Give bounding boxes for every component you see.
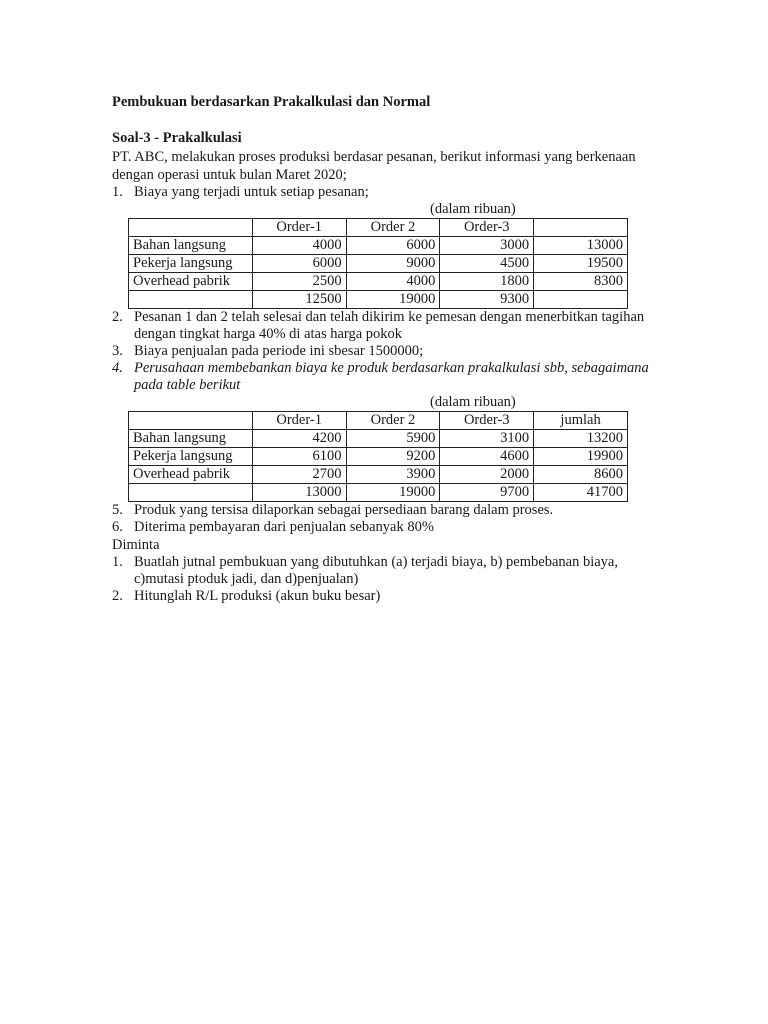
table-header-cell: Order-3 — [440, 219, 534, 237]
table-cell: 1800 — [440, 273, 534, 291]
table-cell: 19500 — [534, 255, 628, 273]
table-header-cell: Order-3 — [440, 412, 534, 430]
list-number: 4. — [112, 360, 123, 376]
table1-unit: (dalam ribuan) — [430, 201, 516, 217]
table-cell: Overhead pabrik — [129, 466, 253, 484]
table-cell: 19000 — [346, 291, 440, 309]
table-header-cell: jumlah — [534, 412, 628, 430]
list-item — [112, 309, 652, 343]
table-row — [129, 466, 628, 484]
table-cell — [534, 291, 628, 309]
table2-unit: (dalam ribuan) — [430, 394, 516, 410]
list-item — [112, 519, 652, 536]
table-cell: 4600 — [440, 448, 534, 466]
list-text: Pesanan 1 dan 2 telah selesai dan telah dikirim ke pemesan dengan menerbitkan tagihan dengan tingkat harga 40% di atas harga pokok — [134, 309, 645, 342]
table-cell: 9300 — [440, 291, 534, 309]
task-text: Buatlah jutnal pembukuan yang dibutuhkan (a) terjadi biaya, b) pembebanan biaya, c)mutasi ptoduk jadi, dan d)penjualan) — [134, 554, 618, 587]
table-cell: 13000 — [252, 484, 346, 502]
table-cell: 6100 — [252, 448, 346, 466]
document-title: Pembukuan berdasarkan Prakalkulasi dan Normal — [112, 94, 431, 110]
table-cell: 3000 — [440, 237, 534, 255]
table-cell: 6000 — [252, 255, 346, 273]
table-row — [129, 273, 628, 291]
task-number: 1. — [112, 554, 123, 570]
task-item — [112, 588, 652, 605]
table-header-cell: Order 2 — [346, 412, 440, 430]
table-row — [129, 448, 628, 466]
list-text: Biaya yang terjadi untuk setiap pesanan; — [134, 184, 369, 200]
table-cell: 3900 — [346, 466, 440, 484]
table-header-cell: Order-1 — [252, 219, 346, 237]
list-text: Produk yang tersisa dilaporkan sebagai persediaan barang dalam proses. — [134, 502, 554, 518]
list-number: 6. — [112, 519, 123, 535]
table-row — [129, 255, 628, 273]
cost-table-precalc — [128, 411, 628, 502]
table-cell: Pekerja langsung — [129, 448, 253, 466]
list-item — [112, 502, 652, 519]
table-header-row — [129, 219, 628, 237]
table-cell: 4500 — [440, 255, 534, 273]
table-cell: 6000 — [346, 237, 440, 255]
table-row — [129, 430, 628, 448]
cost-table-actual — [128, 218, 628, 309]
list-text: Biaya penjualan pada periode ini sbesar 1500000; — [134, 343, 424, 359]
table-cell: Pekerja langsung — [129, 255, 253, 273]
list-text: Diterima pembayaran dari penjualan sebanyak 80% — [134, 519, 434, 535]
table-cell: Bahan langsung — [129, 430, 253, 448]
table-cell: 4000 — [252, 237, 346, 255]
table-cell: 2000 — [440, 466, 534, 484]
table-cell: 4200 — [252, 430, 346, 448]
list-number: 2. — [112, 309, 123, 325]
table-cell: 41700 — [534, 484, 628, 502]
table-cell: 5900 — [346, 430, 440, 448]
table-cell: 8300 — [534, 273, 628, 291]
table-cell: 8600 — [534, 466, 628, 484]
table-cell: Bahan langsung — [129, 237, 253, 255]
table-cell: 13000 — [534, 237, 628, 255]
task-text: Hitunglah R/L produksi (akun buku besar) — [134, 588, 381, 604]
table-cell: 4000 — [346, 273, 440, 291]
table-cell — [129, 484, 253, 502]
table-cell: 3100 — [440, 430, 534, 448]
table-row — [129, 291, 628, 309]
table-cell: 13200 — [534, 430, 628, 448]
table-cell: 9200 — [346, 448, 440, 466]
list-number: 5. — [112, 502, 123, 518]
diminta-heading: Diminta — [112, 537, 160, 553]
table-cell: 12500 — [252, 291, 346, 309]
table-cell: 19000 — [346, 484, 440, 502]
soal-heading: Soal-3 - Prakalkulasi — [112, 130, 242, 146]
table-row — [129, 484, 628, 502]
table-header-cell — [129, 412, 253, 430]
table-header-cell — [534, 219, 628, 237]
table-cell: 9000 — [346, 255, 440, 273]
table-cell: Overhead pabrik — [129, 273, 253, 291]
list-item — [112, 360, 652, 394]
table-cell: 2700 — [252, 466, 346, 484]
table-header-row — [129, 412, 628, 430]
document-page — [112, 90, 652, 605]
table-header-cell: Order-1 — [252, 412, 346, 430]
list-item — [112, 184, 652, 201]
intro-paragraph: PT. ABC, melakukan proses produksi berdasar pesanan, berikut informasi yang berkenaan dengan operasi untuk bulan Maret 2020; — [112, 149, 636, 183]
table-cell: 9700 — [440, 484, 534, 502]
list-item — [112, 343, 652, 360]
task-number: 2. — [112, 588, 123, 604]
list-text: Perusahaan membebankan biaya ke produk berdasarkan prakalkulasi sbb, sebagaimana pada table berikut — [134, 360, 649, 393]
table-row — [129, 237, 628, 255]
list-number: 1. — [112, 184, 123, 200]
table-header-cell: Order 2 — [346, 219, 440, 237]
table-cell — [129, 291, 253, 309]
table-cell: 2500 — [252, 273, 346, 291]
table-cell: 19900 — [534, 448, 628, 466]
list-number: 3. — [112, 343, 123, 359]
table-header-cell — [129, 219, 253, 237]
task-item — [112, 554, 652, 588]
